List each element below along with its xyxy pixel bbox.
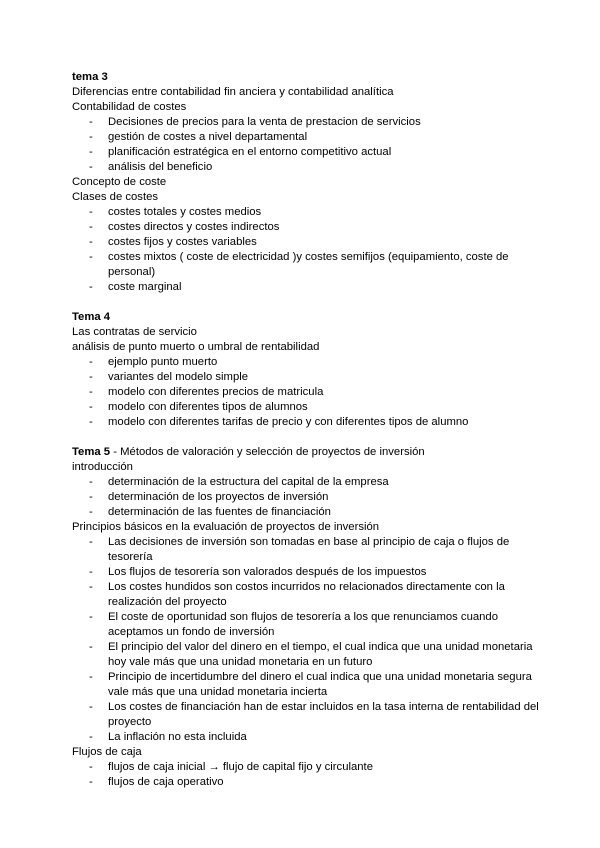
list-item: - gestión de costes a nivel departamental [89, 131, 308, 143]
tema3-line-cost-classes: Clases de costes [72, 191, 159, 203]
list-item: - El coste de oportunidad son flujos de tesorería a los que renunciamos cuando aceptamos un fondo de inversión [89, 611, 498, 638]
list-item: - costes fijos y costes variables [89, 236, 257, 248]
list-item: - modelo con diferentes precios de matricula [89, 386, 324, 398]
tema5-list-principles [72, 535, 542, 745]
tema3-line-differences: Diferencias entre contabilidad fin anciera y contabilidad analítica [72, 86, 394, 98]
list-item: - Decisiones de precios para la venta de prestacion de servicios [89, 116, 421, 128]
tema5-heading: Tema 5 [72, 446, 111, 458]
list-item: - flujos de caja inicial → flujo de capital fijo y circulante [89, 761, 373, 773]
tema5-list-intro [72, 475, 542, 520]
list-item: - flujos de caja operativo [89, 776, 224, 788]
tema3-heading: tema 3 [72, 71, 108, 83]
list-item: - costes totales y costes medios [89, 206, 262, 218]
list-item: - planificación estratégica en el entorno competitivo actual [89, 146, 392, 158]
tema5-heading-subtitle: - Métodos de valoración y selección de proyectos de inversión [110, 446, 425, 458]
tema5-heading-line [72, 445, 542, 460]
tema4-line-break-even: análisis de punto muerto o umbral de rentabilidad [72, 341, 320, 353]
tema5-line-principles: Principios básicos en la evaluación de proyectos de inversión [72, 521, 380, 533]
list-item: - determinación de las fuentes de financiación [89, 506, 331, 518]
list-item: - costes mixtos ( coste de electricidad )y costes semifijos (equipamiento, coste de personal) [89, 251, 509, 278]
list-item: - análisis del beneficio [89, 161, 213, 173]
tema5-line-cash-flows: Flujos de caja [72, 746, 142, 758]
list-item: - Principio de incertidumbre del dinero el cual indica que una unidad monetaria segura vale más que una unidad monetaria incierta [89, 671, 532, 698]
list-item: - variantes del modelo simple [89, 371, 249, 383]
tema5-line-intro: introducción [72, 461, 133, 473]
list-item: - coste marginal [89, 281, 182, 293]
tema3-list-cost-accounting [72, 115, 542, 175]
list-item: - costes directos y costes indirectos [89, 221, 280, 233]
list-item: - Las decisiones de inversión son tomadas en base al principio de caja o flujos de tesorería [89, 536, 510, 563]
tema4-line-contracts: Las contratas de servicio [72, 326, 197, 338]
tema4-heading: Tema 4 [72, 311, 111, 323]
list-item: - Los costes de financiación han de estar incluidos en la tasa interna de rentabilidad del proyecto [89, 701, 539, 728]
list-item: - El principio del valor del dinero en el tiempo, el cual indica que una unidad monetaria hoy vale más que una unidad monetaria en un futuro [89, 641, 533, 668]
list-item: - determinación de los proyectos de inversión [89, 491, 329, 503]
list-item: - determinación de la estructura del capital de la empresa [89, 476, 389, 488]
list-item: - modelo con diferentes tarifas de precio y con diferentes tipos de alumno [89, 416, 469, 428]
list-item: - Los flujos de tesorería son valorados después de los impuestos [89, 566, 427, 578]
list-item: - ejemplo punto muerto [89, 356, 218, 368]
tema4-list-break-even [72, 355, 542, 430]
tema3-line-cost-concept: Concepto de coste [72, 176, 167, 188]
tema5-list-cash-flows [72, 760, 542, 790]
list-item: - modelo con diferentes tipos de alumnos [89, 401, 308, 413]
tema3-list-cost-classes [72, 205, 542, 295]
list-item: - Los costes hundidos son costos incurridos no relacionados directamente con la realización del proyecto [89, 581, 505, 608]
list-item: - La inflación no esta incluida [89, 731, 247, 743]
tema3-line-cost-accounting: Contabilidad de costes [72, 101, 187, 113]
document-page [72, 70, 542, 790]
